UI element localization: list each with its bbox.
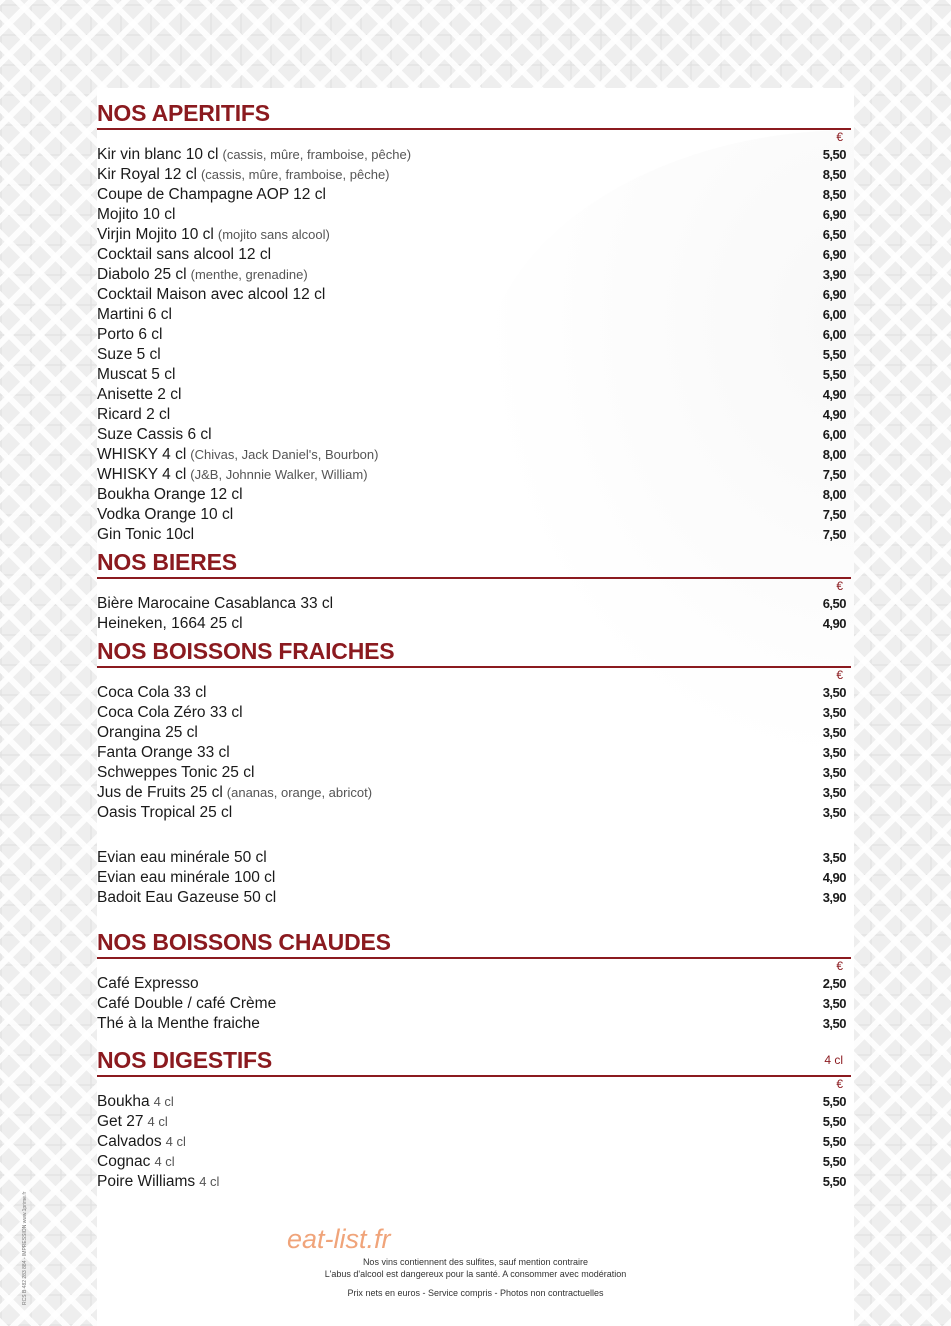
item-name: Coupe de Champagne AOP 12 cl <box>97 186 326 203</box>
menu-item <box>97 405 851 425</box>
item-name: Kir Royal 12 cl <box>97 166 197 183</box>
item-price: 2,50 <box>822 976 846 991</box>
menu-item <box>97 803 851 823</box>
section-header <box>97 636 851 668</box>
currency-label: € <box>836 959 843 973</box>
item-name: Martini 6 cl <box>97 306 172 323</box>
item-name: Anisette 2 cl <box>97 386 182 403</box>
menu-item <box>97 848 851 868</box>
menu-item <box>97 445 851 465</box>
item-name: Gin Tonic 10cl <box>97 526 195 543</box>
item-note: (mojito sans alcool) <box>217 227 330 242</box>
menu-item <box>97 614 851 634</box>
item-name: Vodka Orange 10 cl <box>97 506 234 523</box>
item-price: 3,50 <box>822 725 846 740</box>
item-name: Schweppes Tonic 25 cl <box>97 764 255 781</box>
menu-item <box>97 1112 851 1132</box>
menu-item <box>97 683 851 703</box>
item-price: 7,50 <box>822 507 846 522</box>
item-note: 4 cl <box>147 1114 168 1129</box>
item-price: 3,90 <box>822 267 846 282</box>
item-price: 3,90 <box>822 890 846 905</box>
item-price: 8,00 <box>822 487 846 502</box>
menu-item <box>97 265 851 285</box>
section-title: NOS BOISSONS CHAUDES <box>97 929 391 955</box>
currency-label: € <box>836 1077 843 1091</box>
item-price: 3,50 <box>822 850 846 865</box>
item-name: Coca Cola Zéro 33 cl <box>97 704 243 721</box>
item-price: 3,50 <box>822 745 846 760</box>
menu-item <box>97 974 851 994</box>
currency-label: € <box>836 668 843 682</box>
section-aperitifs <box>97 98 851 547</box>
item-name: WHISKY 4 cl <box>97 466 187 483</box>
item-name: Boukha Orange 12 cl <box>97 486 243 503</box>
item-name: Cocktail Maison avec alcool 12 cl <box>97 286 326 303</box>
group-spacer <box>97 823 851 848</box>
item-price: 5,50 <box>822 1114 846 1129</box>
item-name: Jus de Fruits 25 cl <box>97 784 223 801</box>
currency-label: € <box>836 579 843 593</box>
item-name: WHISKY 4 cl <box>97 446 187 463</box>
footer-prices-note: Prix nets en euros - Service compris - Photos non contractuelles <box>347 1288 604 1298</box>
item-price: 5,50 <box>822 1094 846 1109</box>
item-name: Thé à la Menthe fraiche <box>97 1015 260 1032</box>
section-title: NOS BIERES <box>97 549 237 575</box>
item-name: Heineken, 1664 25 cl <box>97 615 243 632</box>
item-price: 3,50 <box>822 805 846 820</box>
menu-item <box>97 385 851 405</box>
item-price: 5,50 <box>822 367 846 382</box>
item-price: 3,50 <box>822 765 846 780</box>
menu-item <box>97 485 851 505</box>
section-title: NOS DIGESTIFS <box>97 1047 273 1073</box>
menu-item <box>97 245 851 265</box>
menu-item <box>97 743 851 763</box>
item-note: (cassis, mûre, framboise, pêche) <box>200 167 390 182</box>
item-name: Diabolo 25 cl <box>97 266 187 283</box>
item-price: 6,90 <box>822 287 846 302</box>
item-price: 6,90 <box>822 247 846 262</box>
item-price: 6,00 <box>822 327 846 342</box>
item-note: (ananas, orange, abricot) <box>226 785 373 800</box>
section-header <box>97 927 851 959</box>
item-name: Orangina 25 cl <box>97 724 198 741</box>
item-name: Badoit Eau Gazeuse 50 cl <box>97 889 277 906</box>
item-note: (J&B, Johnnie Walker, William) <box>190 467 368 482</box>
menu-item <box>97 505 851 525</box>
section-boissons-chaudes <box>97 927 851 1045</box>
item-price: 5,50 <box>822 347 846 362</box>
item-price: 4,90 <box>822 870 846 885</box>
menu-item <box>97 723 851 743</box>
item-price: 8,00 <box>822 447 846 462</box>
item-price: 6,50 <box>822 596 846 611</box>
menu-item <box>97 165 851 185</box>
item-name: Oasis Tropical 25 cl <box>97 804 233 821</box>
item-note: (Chivas, Jack Daniel's, Bourbon) <box>190 447 379 462</box>
item-price: 3,50 <box>822 705 846 720</box>
menu-item <box>97 868 851 888</box>
watermark: eat-list.fr <box>287 1224 391 1254</box>
menu-item <box>97 763 851 783</box>
menu-item <box>97 1152 851 1172</box>
menu-item <box>97 1092 851 1112</box>
menu-item <box>97 465 851 485</box>
legal-sidenote: RCS B 482 283 884 - IMPRESSION www.1prime.fr <box>22 1191 28 1305</box>
item-price: 3,50 <box>822 996 846 1011</box>
item-name: Mojito 10 cl <box>97 206 176 223</box>
section-bieres <box>97 547 851 636</box>
menu-item <box>97 285 851 305</box>
item-note: (cassis, mûre, framboise, pêche) <box>222 147 412 162</box>
menu-item <box>97 345 851 365</box>
item-name: Get 27 <box>97 1113 144 1130</box>
item-price: 6,00 <box>822 307 846 322</box>
menu-item <box>97 305 851 325</box>
item-name: Muscat 5 cl <box>97 366 176 383</box>
menu-content <box>97 98 851 1192</box>
item-name: Boukha <box>97 1093 150 1110</box>
section-header <box>97 547 851 579</box>
item-name: Kir vin blanc 10 cl <box>97 146 219 163</box>
menu-item <box>97 994 851 1014</box>
menu-item <box>97 1132 851 1152</box>
section-boissons-fraiches <box>97 636 851 927</box>
menu-item <box>97 783 851 803</box>
item-name: Poire Williams <box>97 1173 196 1190</box>
section-unit: 4 cl <box>824 1053 843 1067</box>
item-name: Cognac <box>97 1153 151 1170</box>
item-name: Suze 5 cl <box>97 346 161 363</box>
footer-alcohol-warning: L'abus d'alcool est dangereux pour la santé. A consommer avec modération <box>324 1269 627 1279</box>
item-price: 8,50 <box>822 187 846 202</box>
item-name: Ricard 2 cl <box>97 406 171 423</box>
section-title: NOS APERITIFS <box>97 100 270 126</box>
item-name: Fanta Orange 33 cl <box>97 744 230 761</box>
item-note: 4 cl <box>199 1174 220 1189</box>
item-name: Porto 6 cl <box>97 326 163 343</box>
menu-item <box>97 425 851 445</box>
item-price: 4,90 <box>822 387 846 402</box>
item-price: 6,50 <box>822 227 846 242</box>
item-name: Evian eau minérale 50 cl <box>97 849 267 866</box>
item-price: 7,50 <box>822 527 846 542</box>
item-price: 3,50 <box>822 685 846 700</box>
item-name: Suze Cassis 6 cl <box>97 426 212 443</box>
item-name: Evian eau minérale 100 cl <box>97 869 276 886</box>
item-price: 6,00 <box>822 427 846 442</box>
menu-item <box>97 365 851 385</box>
currency-label: € <box>836 130 843 144</box>
item-name: Cocktail sans alcool 12 cl <box>97 246 272 263</box>
item-price: 3,50 <box>822 785 846 800</box>
item-note: 4 cl <box>154 1154 175 1169</box>
item-price: 6,90 <box>822 207 846 222</box>
menu-item <box>97 703 851 723</box>
menu-item <box>97 1172 851 1192</box>
item-name: Bière Marocaine Casablanca 33 cl <box>97 595 334 612</box>
item-price: 8,50 <box>822 167 846 182</box>
item-name: Café Expresso <box>97 975 199 992</box>
item-note: (menthe, grenadine) <box>190 267 308 282</box>
item-price: 5,50 <box>822 1174 846 1189</box>
item-name: Coca Cola 33 cl <box>97 684 207 701</box>
section-title: NOS BOISSONS FRAICHES <box>97 638 395 664</box>
item-price: 4,90 <box>822 407 846 422</box>
menu-item <box>97 888 851 908</box>
item-price: 5,50 <box>822 147 846 162</box>
item-note: 4 cl <box>153 1094 174 1109</box>
section-header <box>97 1045 851 1077</box>
menu-item <box>97 185 851 205</box>
menu-item <box>97 145 851 165</box>
menu-item <box>97 1014 851 1034</box>
item-price: 3,50 <box>822 1016 846 1031</box>
item-name: Virjin Mojito 10 cl <box>97 226 214 243</box>
item-price: 5,50 <box>822 1154 846 1169</box>
item-price: 7,50 <box>822 467 846 482</box>
menu-item <box>97 594 851 614</box>
menu-item <box>97 525 851 545</box>
section-header <box>97 98 851 130</box>
menu-item <box>97 225 851 245</box>
section-digestifs <box>97 1045 851 1192</box>
footer-sulfites-note: Nos vins contiennent des sulfites, sauf mention contraire <box>362 1257 589 1267</box>
item-name: Café Double / café Crème <box>97 995 277 1012</box>
item-note: 4 cl <box>165 1134 186 1149</box>
item-price: 4,90 <box>822 616 846 631</box>
item-name: Calvados <box>97 1133 162 1150</box>
menu-item <box>97 205 851 225</box>
item-price: 5,50 <box>822 1134 846 1149</box>
menu-item <box>97 325 851 345</box>
